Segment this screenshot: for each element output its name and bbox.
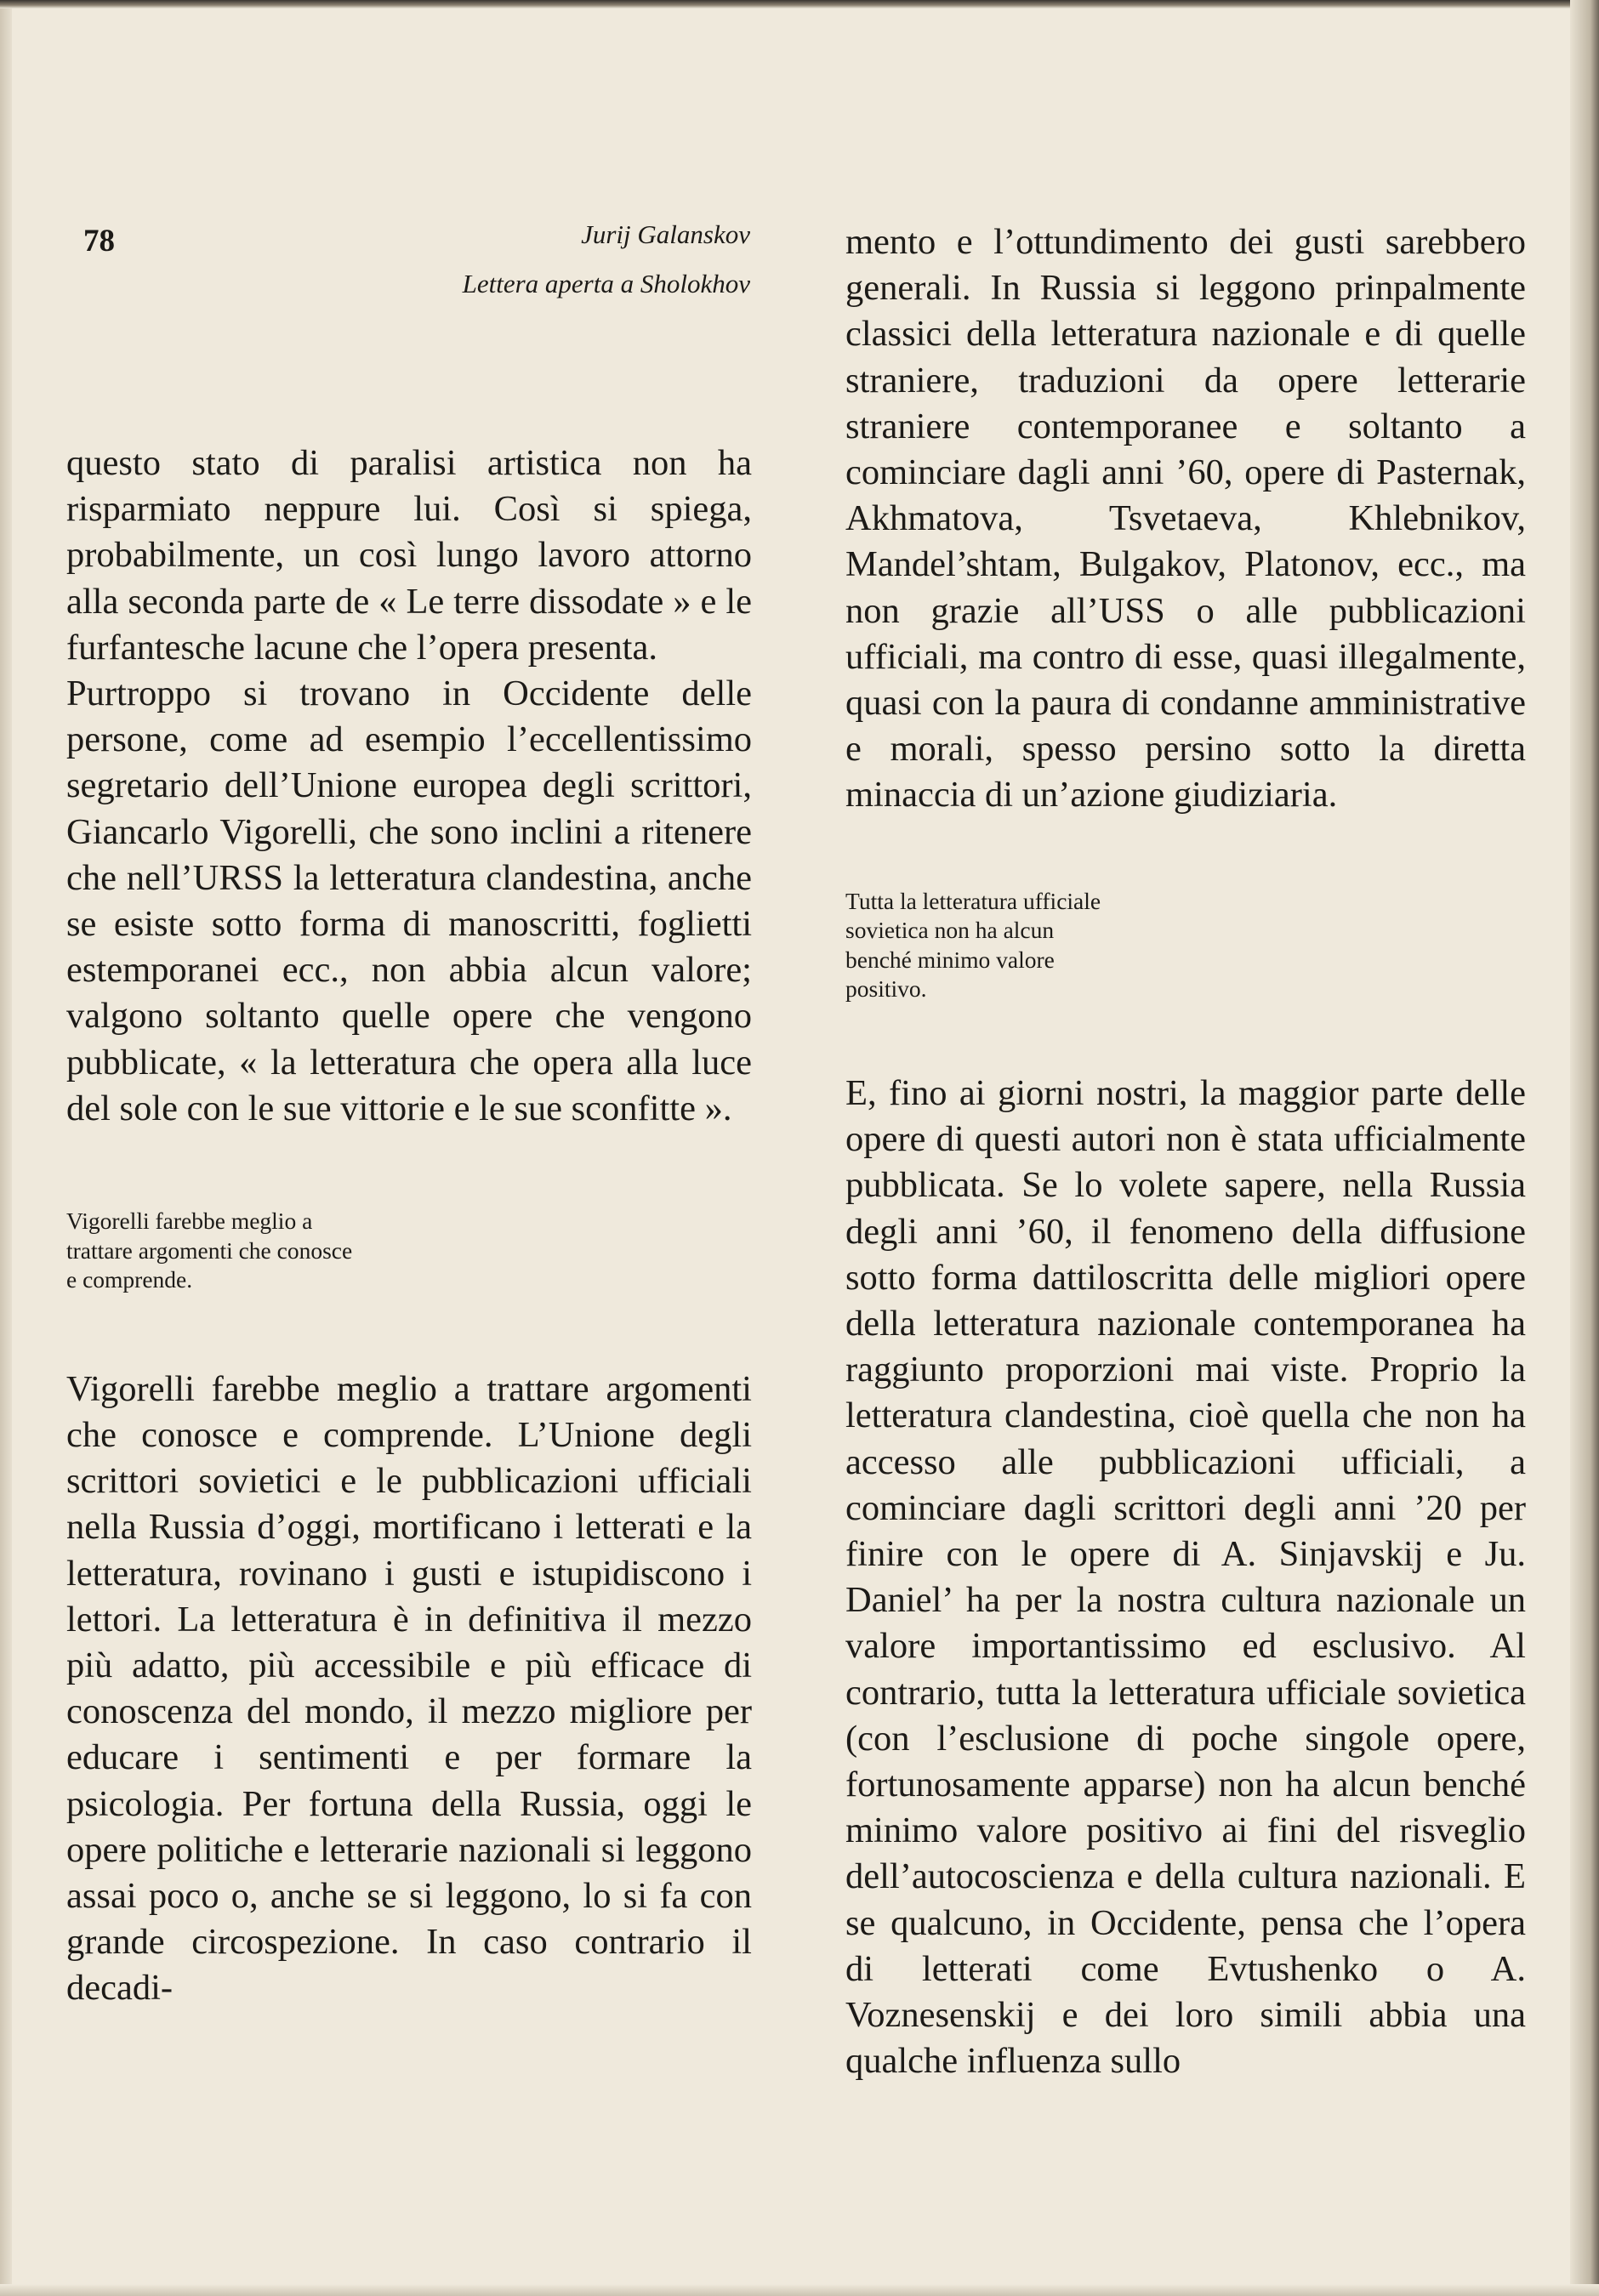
page-binding-edge [0,0,12,2296]
right-column [845,219,1526,2084]
running-header-title: Lettera aperta a Sholokhov [462,269,750,298]
page-right-edge [1570,0,1599,2296]
page-bottom-edge [0,2284,1599,2296]
body-paragraph: Purtroppo si trovano in Occidente delle persone, come ad esempio l’eccellentissimo segretario dell’Unione europea degli scrittori, Giancarlo Vigorelli, che sono inclini a ritenere che nell’URSS la letteratura clandestina, anche se esiste sotto forma di manoscritti, foglietti estemporanei ecc., non abbia alcun valore; valgono soltanto quelle opere che vengono pubblicate, « la letteratura che opera alla luce del sole con le sue vittorie e le sue sconfitte ». [66,673,752,1128]
margin-note: Tutta la letteratura ufficiale sovietica non ha alcun benché minimo valore positivo. [845,887,1101,1003]
left-column [66,440,752,2012]
margin-note: Vigorelli farebbe meglio a trattare argomenti che conosce e comprende. [66,1208,353,1293]
running-header-author: Jurij Galanskov [581,219,750,249]
page-top-edge [0,0,1599,9]
body-paragraph: mento e l’ottundimento dei gusti sarebbero generali. In Russia si leggono prinpalmente classici della letteratura nazionale e di quelle straniere, traduzioni da opere letterarie straniere contemporanee e soltanto a cominciare dagli anni ’60, opere di Pasternak, Akhmatova, Tsvetaeva, Khlebnikov, Mandel’shtam, Bulgakov, Platonov, ecc., ma non grazie all’USS o alle pubblicazioni ufficiali, ma contro di esse, quasi illegalmente, quasi con la paura di condanne amministrative e morali, spesso persino sotto la diretta minaccia di un’azione giudiziaria. [845,222,1526,816]
body-paragraph: Vigorelli farebbe meglio a trattare argomenti che conosce e comprende. L’Unione degli scrittori sovietici e le pubblicazioni ufficiali nella Russia d’oggi, mortificano i letterati e la letteratura, rovinano i gusti e istupidiscono i lettori. La letteratura è in definitiva il mezzo più adatto, più accessibile e più efficace di conoscenza del mondo, il mezzo migliore per educare i sentimenti e per formare la psicologia. Per fortuna della Russia, oggi le opere politiche e letterarie nazionali si leggono assai poco o, anche se si leggono, lo si fa con grande circospezione. In caso contrario il decadi- [66,1368,752,2009]
page-number: 78 [83,224,115,259]
body-paragraph: questo stato di paralisi artistica non ha risparmiato neppure lui. Così si spiega, probabilmente, un così lungo lavoro attorno alla seconda parte de « Le terre dissodate » e le furfantesche lacune che l’opera presenta. [66,443,752,668]
body-paragraph: E, fino ai giorni nostri, la maggior parte delle opere di questi autori non è stata ufficialmente pubblicata. Se lo volete sapere, nella Russia degli anni ’60, il fenomeno della diffusione sotto forma dattiloscritta delle migliori opere della letteratura nazionale contemporanea ha raggiunto proporzioni mai viste. Proprio la letteratura clandestina, cioè quella che non ha accesso alle pubblicazioni ufficiali, a cominciare dagli scrittori degli anni ’20 per finire con le opere di A. Sinjavskij e Ju. Daniel’ ha per la nostra cultura nazionale un valore importantissimo ed esclusivo. Al contrario, tutta la letteratura ufficiale sovietica (con l’esclusione di poche singole opere, fortunosamente apparse) non ha alcun benché minimo valore positivo ai fini del risveglio dell’autocoscienza e della cultura nazionali. E se qualcuno, in Occidente, pensa che l’opera di letterati come Evtushenko o A. Voznesenskij e dei loro simili abbia una qualche influenza sullo [845,1073,1526,2082]
